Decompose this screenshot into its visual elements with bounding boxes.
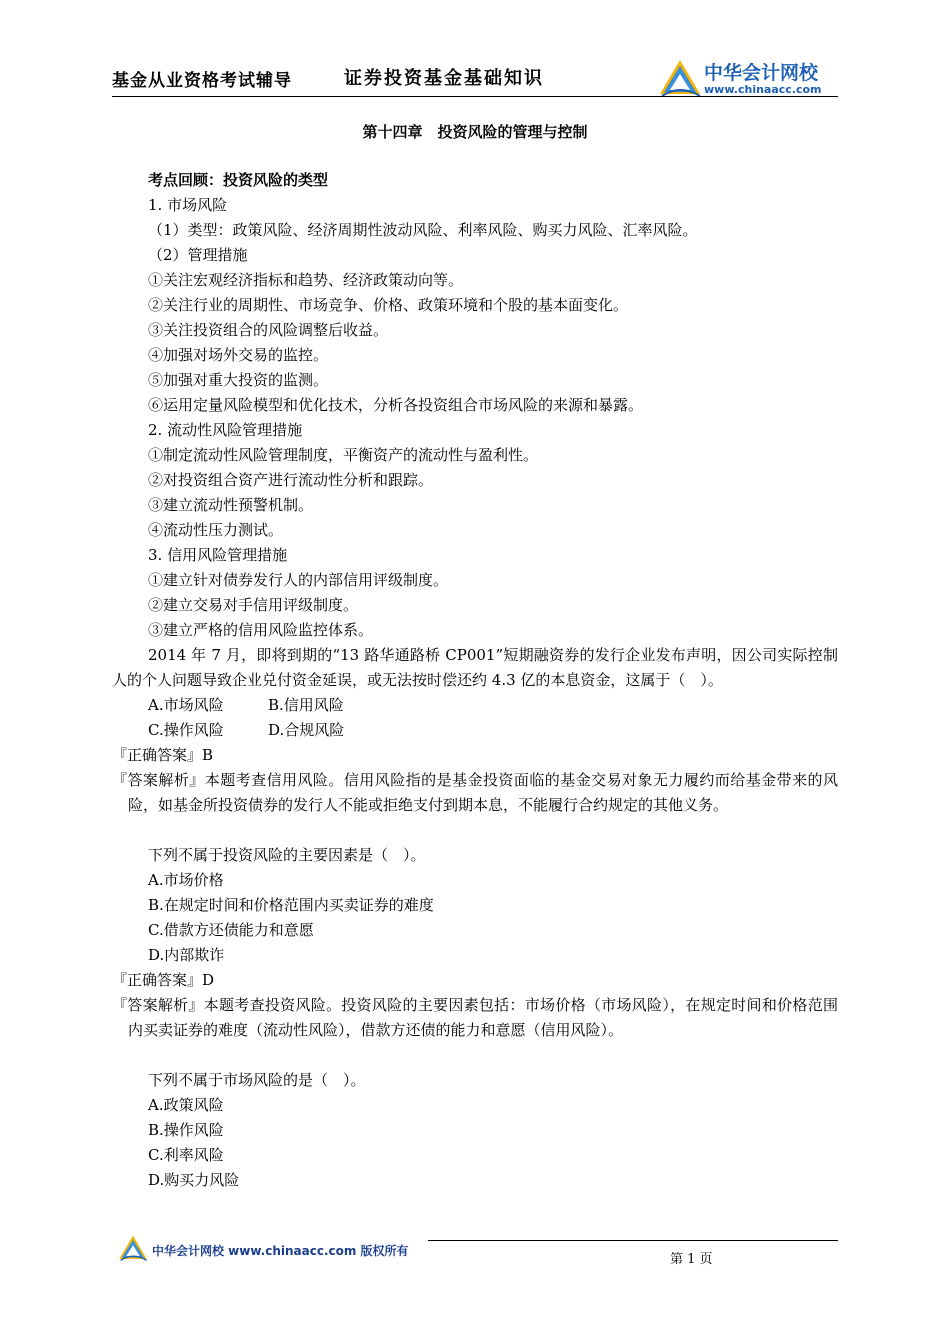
question-1-answer: 『正确答案』B <box>112 746 214 764</box>
question-1-options-row-2 <box>112 718 838 743</box>
option-d: D.购买力风险 <box>148 1171 240 1189</box>
option-b: B.操作风险 <box>148 1121 224 1139</box>
page-header <box>112 56 838 100</box>
logo-brand-name: 中华会计网校 <box>704 62 819 84</box>
header-left-title: 基金从业资格考试辅导 <box>112 71 292 91</box>
header-divider <box>112 96 838 97</box>
chinaacc-logo[interactable] <box>658 56 838 100</box>
chapter-title: 第十四章 投资风险的管理与控制 <box>362 123 588 141</box>
footer-logo-icon <box>118 1234 148 1262</box>
list-item: ②建立交易对手信用评级制度。 <box>148 596 359 614</box>
option-c: C.利率风险 <box>148 1146 224 1164</box>
list-item: ④加强对场外交易的监控。 <box>148 346 329 364</box>
list-item: ③关注投资组合的风险调整后收益。 <box>148 321 389 339</box>
list-item: ①关注宏观经济指标和趋势、经济政策动向等。 <box>148 271 464 289</box>
header-subject-title: 证券投资基金基础知识 <box>344 68 544 89</box>
logo-url: www.chinaacc.com <box>704 83 822 96</box>
list-item: ②关注行业的周期性、市场竞争、价格、政策环境和个股的基本面变化。 <box>148 296 629 314</box>
question-1-options-row-1 <box>112 693 838 718</box>
market-risk-measures-heading: （2）管理措施 <box>148 246 248 264</box>
question-1-analysis: 『答案解析』本题考查信用风险。信用风险指的是基金投资面临的基金交易对象无力履约而给基金带来的风险，如基金所投资债券的发行人不能或拒绝支付到期本息，不能履行合约规定的其他义务。 <box>112 771 838 814</box>
list-item: ③建立严格的信用风险监控体系。 <box>148 621 374 639</box>
question-3-stem: 下列不属于市场风险的是（ ）。 <box>148 1071 366 1089</box>
list-item: ②对投资组合资产进行流动性分析和跟踪。 <box>148 471 434 489</box>
option-a: A.市场风险 <box>148 696 224 714</box>
market-risk-heading: 1. 市场风险 <box>148 196 228 214</box>
option-c: C.借款方还债能力和意愿 <box>148 921 314 939</box>
option-c: C.操作风险 <box>148 721 224 739</box>
option-b: B.在规定时间和价格范围内买卖证券的难度 <box>148 896 434 914</box>
list-item: ⑤加强对重大投资的监测。 <box>148 371 329 389</box>
page-footer <box>112 1232 838 1272</box>
list-item: ①制定流动性风险管理制度，平衡资产的流动性与盈利性。 <box>148 446 539 464</box>
footer-copyright[interactable]: 中华会计网校 www.chinaacc.com 版权所有 <box>152 1244 409 1258</box>
option-d: D.内部欺诈 <box>148 946 225 964</box>
credit-risk-heading: 3. 信用风险管理措施 <box>148 546 288 564</box>
logo-triangle-icon <box>658 58 702 98</box>
option-b: B.信用风险 <box>268 696 344 714</box>
option-d: D.合规风险 <box>268 721 345 739</box>
document-body <box>112 168 838 1193</box>
footer-divider <box>428 1240 838 1241</box>
list-item: ③建立流动性预警机制。 <box>148 496 314 514</box>
liquidity-risk-heading: 2. 流动性风险管理措施 <box>148 421 303 439</box>
section-heading: 考点回顾：投资风险的类型 <box>148 171 329 189</box>
question-2-answer: 『正确答案』D <box>112 971 215 989</box>
option-a: A.市场价格 <box>148 871 224 889</box>
option-a: A.政策风险 <box>148 1096 224 1114</box>
market-risk-types: （1）类型：政策风险、经济周期性波动风险、利率风险、购买力风险、汇率风险。 <box>148 221 698 239</box>
list-item: ④流动性压力测试。 <box>148 521 284 539</box>
question-2-stem: 下列不属于投资风险的主要因素是（ ）。 <box>148 846 426 864</box>
list-item: ①建立针对债券发行人的内部信用评级制度。 <box>148 571 449 589</box>
question-2-analysis: 『答案解析』本题考查投资风险。投资风险的主要因素包括：市场价格（市场风险），在规定时间和价格范围内买卖证券的难度（流动性风险），借款方还债的能力和意愿（信用风险）。 <box>112 996 838 1039</box>
page-number: 第 1 页 <box>670 1252 713 1267</box>
question-1-stem: 2014 年 7 月，即将到期的“13 路华通路桥 CP001”短期融资券的发行企业发布声明，因公司实际控制人的个人问题导致企业兑付资金延误，或无法按时偿还约 4.3 亿的本息资金，这属于（ ）。 <box>112 646 838 689</box>
list-item: ⑥运用定量风险模型和优化技术，分析各投资组合市场风险的来源和暴露。 <box>148 396 644 414</box>
